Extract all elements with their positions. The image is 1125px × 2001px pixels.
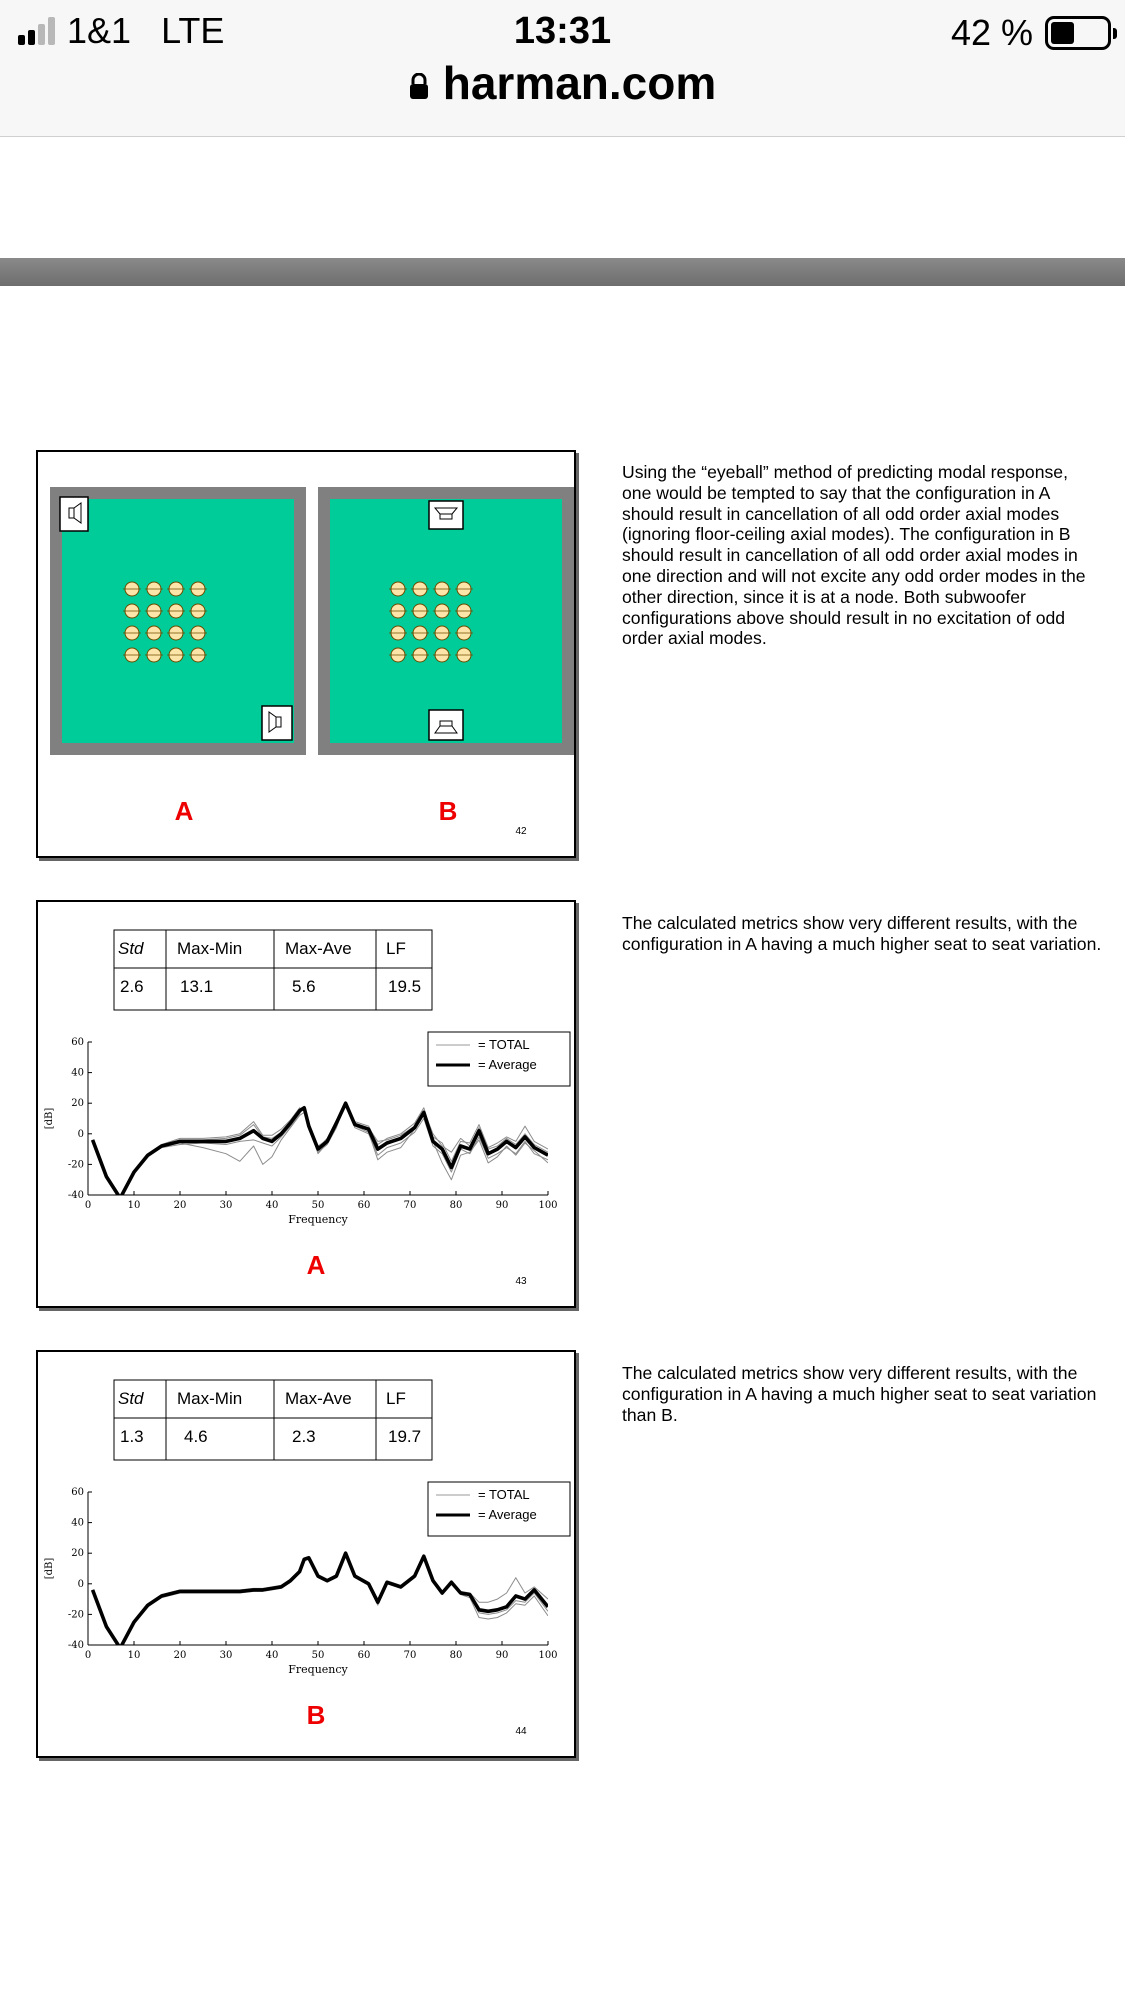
slide-44-description: The calculated metrics show very different results, with the configuration in A having a much higher seat to seat variation than B. [622,1363,1097,1425]
subwoofer-b1-icon [429,501,463,529]
table-header-max-ave: Max-Ave [285,939,352,958]
table-header-max-ave: Max-Ave [285,1389,352,1408]
config-label: B [306,1700,326,1730]
table-value-std: 1.3 [120,1427,144,1446]
legend-average: = Average [478,1507,537,1522]
x-tick-label: 90 [495,1650,509,1661]
series-total-line [93,1106,548,1196]
y-tick-label: 0 [77,1128,84,1140]
page-number: 44 [515,1726,527,1737]
y-tick-label: 20 [71,1548,84,1560]
x-tick-label: 30 [219,1650,233,1661]
x-tick-label: 70 [403,1650,417,1661]
x-tick-label: 100 [538,1200,558,1211]
legend-average: = Average [478,1057,537,1072]
x-axis-label: Frequency [288,1213,348,1226]
x-tick-label: 80 [449,1650,463,1661]
table-header-lf: LF [386,1389,406,1408]
y-tick-label: 40 [71,1067,84,1079]
x-tick-label: 10 [127,1200,141,1211]
y-axis-label: [dB] [44,1557,55,1580]
table-header-max-min: Max-Min [177,939,243,958]
table-value-max-min: 13.1 [180,977,214,996]
x-tick-label: 100 [538,1650,558,1661]
x-tick-label: 60 [357,1650,371,1661]
x-axis-label: Frequency [288,1663,348,1676]
y-tick-label: -20 [67,1159,84,1171]
y-tick-label: 0 [77,1578,84,1590]
status-bar [0,0,1125,137]
series-total-line [93,1553,548,1646]
x-tick-label: 40 [265,1650,279,1661]
table-value-max-ave: 5.6 [292,977,316,996]
x-tick-label: 30 [219,1200,233,1211]
table-value-lf: 19.5 [388,977,422,996]
legend-total: = TOTAL [478,1037,530,1052]
table-header-lf: LF [386,939,406,958]
x-tick-label: 0 [84,1200,92,1211]
x-tick-label: 50 [311,1200,325,1211]
table-header-std: Std [118,939,144,958]
header-divider-band [0,258,1125,286]
battery-status [951,12,1111,54]
x-tick-label: 20 [173,1200,187,1211]
metrics-table [114,1380,432,1460]
slide-43 [36,900,576,1308]
carrier-name: 1&1 [67,10,132,51]
y-tick-label: 40 [71,1517,84,1529]
config-label-a: A [174,796,194,826]
room-a-floor [62,499,294,743]
table-header-std: Std [118,1389,144,1408]
clock: 13:31 [513,10,612,52]
subwoofer-b2-icon [429,710,463,740]
room-diagrams [38,452,578,860]
y-tick-label: 20 [71,1098,84,1110]
page-number: 42 [515,826,527,837]
y-tick-label: -40 [67,1640,84,1651]
chart-legend [428,1032,570,1086]
legend-total: = TOTAL [478,1487,530,1502]
battery-percentage: 42 % [950,12,1033,53]
x-tick-label: 10 [127,1650,141,1661]
series-total-line [93,1102,548,1198]
y-tick-label: 60 [71,1487,84,1498]
config-label-b: B [438,796,458,826]
page-number: 43 [515,1276,527,1287]
x-tick-label: 20 [173,1650,187,1661]
subwoofer-a2-icon [262,706,292,740]
y-axis-label: [dB] [44,1107,55,1130]
series-total-line [93,1555,548,1648]
y-tick-label: -20 [67,1609,84,1621]
metrics-chart-b [38,1352,578,1760]
x-tick-label: 90 [495,1200,509,1211]
slide-42-description: Using the “eyeball” method of predicting modal response, one would be tempted to say that the configuration in A should result in cancellation of all odd order axial modes (ignoring floor-ceiling axial modes). The configuration in B should result in cancellation of all odd order axial modes in one direction and will not excite any odd order modes in the other direction, since it is at a node. Both subwoofer configurations above should result in no excitation of odd order axial modes. [622,462,1086,649]
x-tick-label: 60 [357,1200,371,1211]
table-value-std: 2.6 [120,977,144,996]
slide-42 [36,450,576,858]
lock-icon [409,73,429,99]
battery-icon [1045,16,1111,50]
table-value-max-min: 4.6 [184,1427,208,1446]
chart-legend [428,1482,570,1536]
x-tick-label: 70 [403,1200,417,1211]
y-tick-label: 60 [71,1037,84,1048]
address-bar[interactable] [0,56,1125,110]
x-tick-label: 50 [311,1650,325,1661]
slide-43-description: The calculated metrics show very different results, with the configuration in A having a much higher seat to seat variation. [622,913,1102,954]
x-tick-label: 40 [265,1200,279,1211]
url-text: harman.com [442,57,717,109]
table-value-max-ave: 2.3 [292,1427,316,1446]
metrics-table [114,930,432,1010]
metrics-chart-a [38,902,578,1310]
x-tick-label: 0 [84,1650,92,1661]
table-header-max-min: Max-Min [177,1389,243,1408]
config-label: A [306,1250,326,1280]
series-total-line [93,1552,548,1647]
room-b-floor [330,499,562,743]
table-value-lf: 19.7 [388,1427,422,1446]
network-type: LTE [161,10,225,51]
series-average-line [93,1553,548,1648]
subwoofer-a1-icon [60,497,88,531]
slide-44 [36,1350,576,1758]
y-tick-label: -40 [67,1190,84,1201]
x-tick-label: 80 [449,1200,463,1211]
